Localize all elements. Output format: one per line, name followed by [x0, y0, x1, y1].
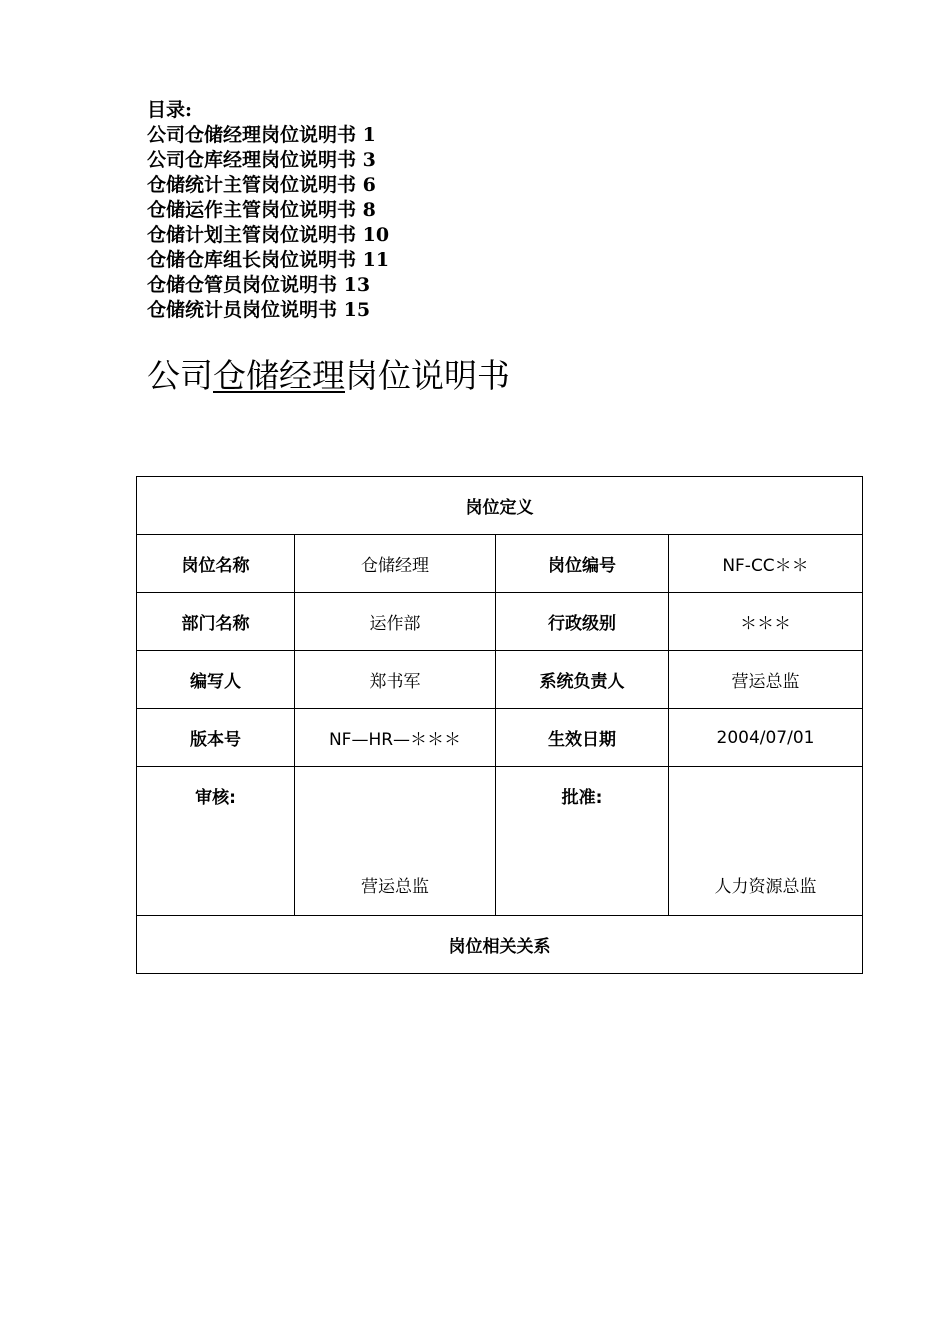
approve-value: 人力资源总监	[714, 877, 817, 897]
toc-item[interactable]: 仓储仓库组长岗位说明书 11	[147, 249, 390, 271]
review-label: 审核:	[195, 788, 236, 808]
label-cell: 版本号	[137, 709, 295, 767]
label-cell: 系统负责人	[496, 651, 669, 709]
label-cell: 行政级别	[496, 593, 669, 651]
label-cell: 部门名称	[137, 593, 295, 651]
toc-item[interactable]: 仓储运作主管岗位说明书 8	[147, 199, 376, 221]
toc-item[interactable]: 公司仓库经理岗位说明书 3	[147, 149, 376, 171]
label-cell: 编写人	[137, 651, 295, 709]
label-cell: 岗位名称	[137, 535, 295, 593]
review-value: 营运总监	[361, 877, 429, 897]
review-label-cell	[137, 767, 295, 916]
job-definition-table	[136, 476, 863, 974]
value-cell: NF-CC＊＊	[669, 535, 863, 593]
value-cell: 2004/07/01	[669, 709, 863, 767]
signoff-row	[137, 767, 863, 916]
section-header-job-definition: 岗位定义	[137, 477, 863, 535]
review-value-cell	[295, 767, 496, 916]
value-cell: 仓储经理	[295, 535, 496, 593]
toc-item[interactable]: 仓储统计主管岗位说明书 6	[147, 174, 376, 196]
toc-item[interactable]: 仓储仓管员岗位说明书 13	[147, 274, 371, 296]
table-row	[137, 651, 863, 709]
document-title	[147, 354, 510, 398]
value-cell: 运作部	[295, 593, 496, 651]
table-row	[137, 709, 863, 767]
label-cell: 岗位编号	[496, 535, 669, 593]
approve-label-cell	[496, 767, 669, 916]
toc-heading: 目录:	[147, 99, 193, 121]
table-row	[137, 535, 863, 593]
label-cell: 生效日期	[496, 709, 669, 767]
toc-item[interactable]: 仓储计划主管岗位说明书 10	[147, 224, 390, 246]
toc-item[interactable]: 仓储统计员岗位说明书 15	[147, 299, 371, 321]
approve-label: 批准:	[561, 788, 603, 808]
value-cell: 郑书军	[295, 651, 496, 709]
value-cell: 营运总监	[669, 651, 863, 709]
toc-item[interactable]: 公司仓储经理岗位说明书 1	[147, 124, 376, 146]
section-header-job-relations: 岗位相关关系	[137, 916, 863, 974]
table-row	[137, 593, 863, 651]
title-underlined: 仓储经理	[213, 356, 345, 395]
title-suffix: 岗位说明书	[345, 356, 510, 395]
title-prefix: 公司	[147, 356, 213, 395]
table-of-contents	[147, 98, 647, 323]
approve-value-cell	[669, 767, 863, 916]
value-cell: ＊＊＊	[669, 593, 863, 651]
value-cell: NF—HR—＊＊＊	[295, 709, 496, 767]
